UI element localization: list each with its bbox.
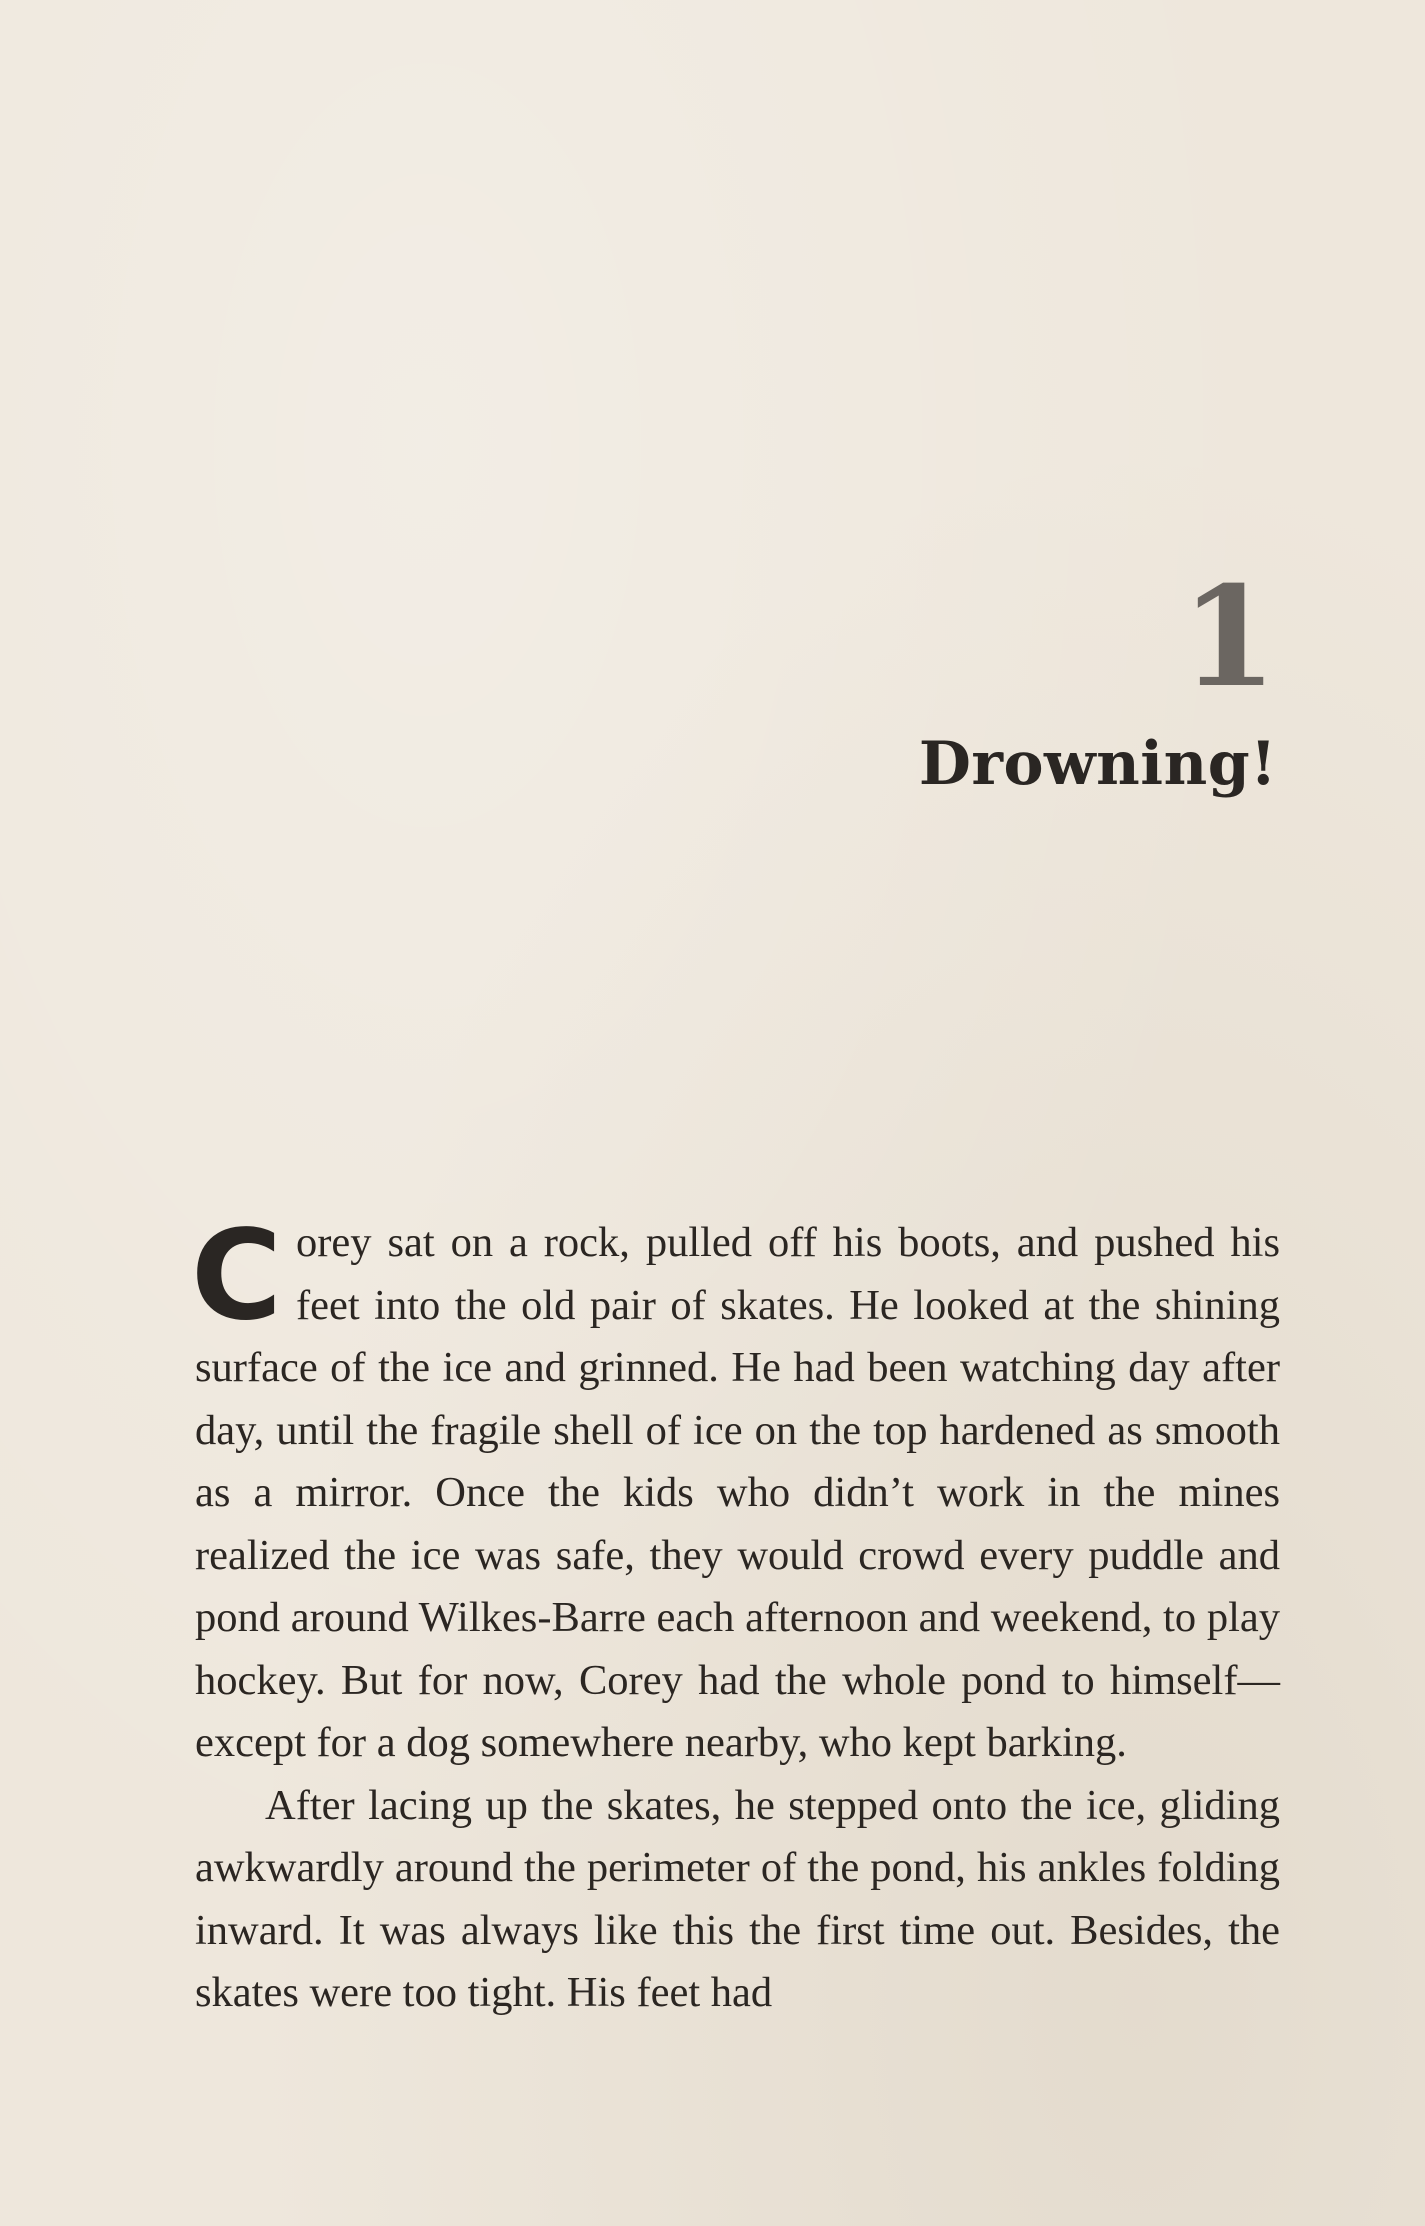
drop-cap: C bbox=[191, 1204, 283, 1348]
paragraph-1-text: orey sat on a rock, pulled off his boots, and pushed his feet into the old pair of skates. He looked at the shining surface of the ice and grinned. He had been watching day after day, until the fragile shell of ice on the top hardened as smooth as a mirror. Once the kids who didn’t work in the mines realized the ice was safe, they would crowd every puddle and pond around Wilkes-Barre each afternoon and weekend, to play hockey. But for now, Corey had the whole pond to himself—except for a dog somewhere nearby, who kept barking. bbox=[195, 1219, 1280, 1766]
chapter-number: 1 bbox=[1180, 555, 1277, 718]
paragraph-1 bbox=[191, 1204, 1280, 1775]
paragraph-2: After lacing up the skates, he stepped onto the ice, gliding awkwardly around the perimeter of the pond, his ankles folding inward. It was always like this the first time out. Besides, the skates were too tight. His feet had bbox=[195, 1781, 1280, 2016]
chapter-title: Drowning! bbox=[918, 729, 1277, 799]
chapter-body bbox=[191, 1204, 1280, 2025]
